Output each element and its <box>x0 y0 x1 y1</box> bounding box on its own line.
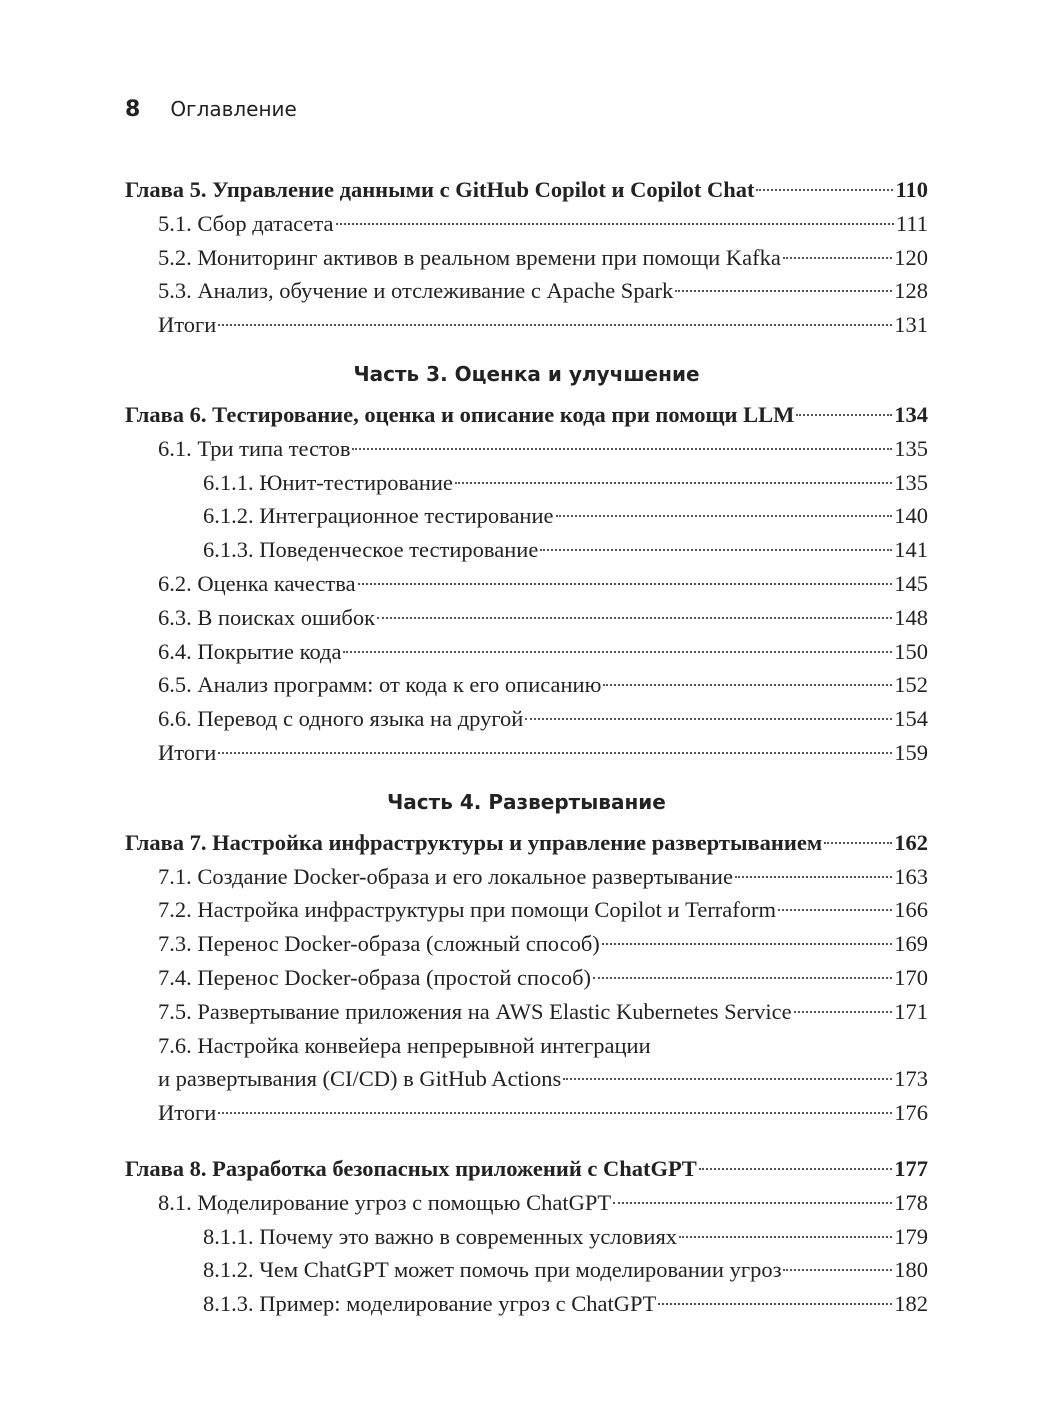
dot-leader <box>679 1236 892 1238</box>
dot-leader <box>796 414 892 416</box>
entry-page-number: 162 <box>894 829 928 855</box>
entry-page-number: 135 <box>894 435 928 461</box>
dot-leader <box>358 583 893 585</box>
toc-entry[interactable] <box>125 1062 928 1096</box>
entry-title: 7.6. Настройка конвейера непрерывной интеграции <box>158 1032 651 1058</box>
dot-leader <box>540 549 892 551</box>
dot-leader <box>352 448 892 450</box>
entry-page-number: 131 <box>894 312 928 338</box>
toc-entry[interactable] <box>125 961 928 995</box>
dot-leader <box>218 324 892 326</box>
entry-title: Итоги <box>158 312 217 338</box>
entry-title: 8.1. Моделирование угроз с помощью ChatGPT <box>158 1189 612 1215</box>
toc-entry[interactable] <box>125 702 928 736</box>
entry-page-number: 111 <box>895 210 928 236</box>
dot-leader <box>603 684 892 686</box>
dot-leader <box>783 257 892 259</box>
entry-title: 6.5. Анализ программ: от кода к его описанию <box>158 672 602 698</box>
dot-leader <box>602 943 892 945</box>
toc-entry[interactable] <box>125 1253 928 1287</box>
toc-entry[interactable] <box>125 1186 928 1220</box>
entry-page-number: 179 <box>894 1223 928 1249</box>
dot-leader <box>735 876 892 878</box>
dot-leader <box>778 909 892 911</box>
toc-entry[interactable] <box>125 207 928 241</box>
entry-page-number: 173 <box>894 1066 928 1092</box>
dot-leader <box>336 223 894 225</box>
entry-page-number: 140 <box>894 503 928 529</box>
entry-page-number: 150 <box>894 638 928 664</box>
toc-entry[interactable] <box>125 533 928 567</box>
entry-page-number: 110 <box>895 177 928 202</box>
table-of-contents <box>125 173 928 1321</box>
dot-leader <box>794 1011 893 1013</box>
entry-page-number: 154 <box>894 706 928 732</box>
entry-page-number: 169 <box>894 931 928 957</box>
toc-chapter-entry[interactable] <box>125 398 928 432</box>
entry-title: 6.1.1. Юнит-тестирование <box>203 469 453 495</box>
toc-entry[interactable] <box>125 241 928 275</box>
entry-title: 7.3. Перенос Docker-образа (сложный способ) <box>158 931 600 957</box>
entry-title: Глава 8. Разработка безопасных приложений с ChatGPT <box>125 1155 697 1181</box>
toc-entry[interactable] <box>125 1096 928 1130</box>
dot-leader <box>593 977 892 979</box>
running-title: Оглавление <box>170 97 297 121</box>
dot-leader <box>613 1202 892 1204</box>
entry-title: 5.3. Анализ, обучение и отслеживание с Apache Spark <box>158 278 674 304</box>
entry-page-number: 145 <box>894 570 928 596</box>
entry-page-number: 148 <box>894 604 928 630</box>
toc-entry[interactable] <box>125 432 928 466</box>
toc-entry[interactable] <box>125 927 928 961</box>
toc-entry[interactable] <box>125 308 928 342</box>
entry-title: Глава 7. Настройка инфраструктуры и управление развертыванием <box>125 829 823 855</box>
toc-entry[interactable] <box>125 1220 928 1254</box>
entry-title: 6.1. Три типа тестов <box>158 435 351 461</box>
entry-title: 6.3. В поисках ошибок <box>158 604 376 630</box>
toc-entry[interactable] <box>125 274 928 308</box>
entry-title: 7.2. Настройка инфраструктуры при помощи Copilot и Terraform <box>158 897 777 923</box>
entry-title: 8.1.2. Чем ChatGPT может помочь при моделировании угроз <box>203 1257 782 1283</box>
entry-page-number: 141 <box>894 537 928 563</box>
entry-page-number: 134 <box>894 401 928 427</box>
dot-leader <box>699 1168 892 1170</box>
toc-entry[interactable] <box>125 635 928 669</box>
entry-title: 8.1.1. Почему это важно в современных условиях <box>203 1223 678 1249</box>
entry-title: 7.4. Перенос Docker-образа (простой способ) <box>158 964 592 990</box>
entry-title: 7.5. Развертывание приложения на AWS Elastic Kubernetes Service <box>158 998 792 1024</box>
dot-leader <box>556 515 893 517</box>
entry-page-number: 171 <box>894 998 928 1024</box>
entry-title: 5.2. Мониторинг активов в реальном времени при помощи Kafka <box>158 244 781 270</box>
toc-entry[interactable] <box>125 1029 928 1063</box>
entry-title: 8.1.3. Пример: моделирование угроз с ChatGPT <box>203 1291 657 1317</box>
dot-leader <box>455 482 892 484</box>
entry-title: 5.1. Сбор датасета <box>158 210 334 236</box>
entry-title: 6.4. Покрытие кода <box>158 638 342 664</box>
entry-page-number: 176 <box>894 1100 928 1126</box>
dot-leader <box>218 752 892 754</box>
dot-leader <box>756 189 893 191</box>
entry-title: Итоги <box>158 1100 217 1126</box>
toc-entry[interactable] <box>125 499 928 533</box>
entry-page-number: 166 <box>894 897 928 923</box>
entry-page-number: 170 <box>894 964 928 990</box>
entry-page-number: 159 <box>894 739 928 765</box>
toc-entry[interactable] <box>125 860 928 894</box>
toc-entry[interactable] <box>125 466 928 500</box>
entry-title: 6.6. Перевод с одного языка на другой <box>158 706 524 732</box>
entry-title: Глава 6. Тестирование, оценка и описание кода при помощи LLM <box>125 401 795 427</box>
toc-entry[interactable] <box>125 567 928 601</box>
toc-entry[interactable] <box>125 736 928 770</box>
entry-page-number: 180 <box>894 1257 928 1283</box>
entry-title: 6.1.3. Поведенческое тестирование <box>203 537 539 563</box>
part-heading: Часть 3. Оценка и улучшение <box>353 361 700 386</box>
page-number: 8 <box>125 97 141 122</box>
entry-title: и развертывания (CI/CD) в GitHub Actions <box>158 1066 562 1092</box>
entry-title: 6.1.2. Интеграционное тестирование <box>203 503 554 529</box>
dot-leader <box>824 842 892 844</box>
toc-entry[interactable] <box>125 995 928 1029</box>
dot-leader <box>377 617 892 619</box>
entry-page-number: 128 <box>894 278 928 304</box>
entry-page-number: 182 <box>894 1291 928 1317</box>
entry-page-number: 152 <box>894 672 928 698</box>
toc-entry[interactable] <box>125 601 928 635</box>
entry-page-number: 135 <box>894 469 928 495</box>
dot-leader <box>525 718 892 720</box>
dot-leader <box>218 1112 892 1114</box>
entry-title: 7.1. Создание Docker-образа и его локальное развертывание <box>158 863 733 889</box>
toc-entry[interactable] <box>125 893 928 927</box>
entry-page-number: 120 <box>894 244 928 270</box>
running-header <box>125 97 297 122</box>
toc-chapter-entry[interactable] <box>125 826 928 860</box>
dot-leader <box>783 1269 892 1271</box>
dot-leader <box>563 1078 892 1080</box>
entry-title: Глава 5. Управление данными с GitHub Copilot и Copilot Chat <box>125 177 755 202</box>
entry-page-number: 178 <box>894 1189 928 1215</box>
entry-title: Итоги <box>158 739 217 765</box>
entry-page-number: 177 <box>894 1155 928 1181</box>
dot-leader <box>658 1303 892 1305</box>
toc-chapter-entry[interactable] <box>125 173 928 207</box>
toc-entry[interactable] <box>125 668 928 702</box>
dot-leader <box>675 290 892 292</box>
entry-page-number: 163 <box>894 863 928 889</box>
dot-leader <box>343 651 892 653</box>
toc-entry[interactable] <box>125 1287 928 1321</box>
entry-title: 6.2. Оценка качества <box>158 570 356 596</box>
part-heading: Часть 4. Развертывание <box>387 789 666 814</box>
toc-chapter-entry[interactable] <box>125 1152 928 1186</box>
